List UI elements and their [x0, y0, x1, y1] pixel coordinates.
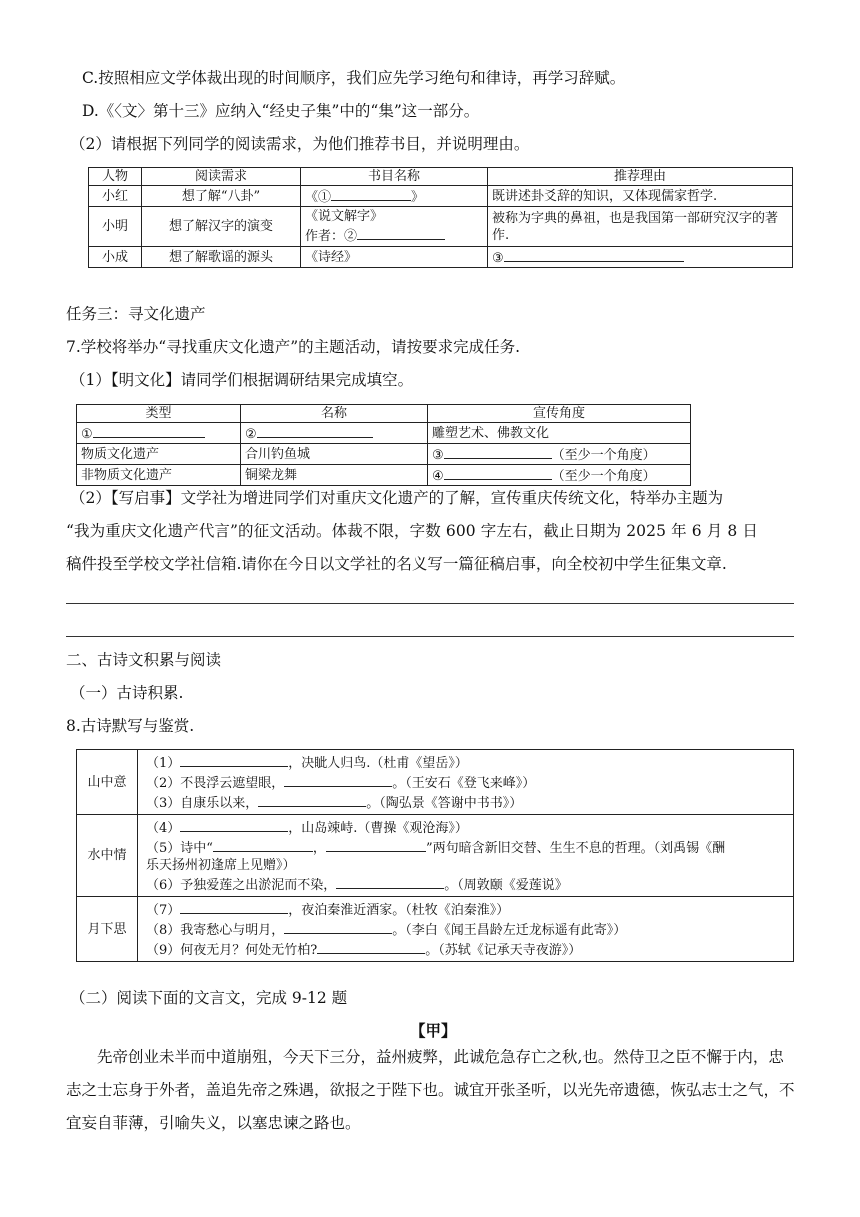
header-book: 书目名称 — [301, 168, 488, 186]
poem-line: （6）予独爱莲之出淤泥而不染， 。（周敦颐《爱莲说》 — [146, 874, 785, 894]
passage-label-jia: 【甲】 — [410, 1021, 457, 1040]
name-cell: 合川钓鱼城 — [241, 444, 428, 465]
angle-cell: 雕塑艺术、佛教文化 — [428, 423, 691, 444]
poem-table — [76, 749, 794, 962]
poem-group-row — [77, 750, 794, 815]
header-reason: 推荐理由 — [488, 168, 793, 186]
q6-part2: （2）请根据下列同学的阅读需求，为他们推荐书目，并说明理由。 — [70, 135, 530, 153]
table-row — [77, 444, 691, 465]
book-suffix: 》 — [411, 190, 425, 205]
header-name: 名称 — [241, 405, 428, 423]
type-cell: 非物质文化遗产 — [77, 465, 241, 486]
need-cell: 想了解“八卦” — [142, 186, 301, 207]
person-cell: 小成 — [89, 247, 142, 268]
poem-group-row — [77, 815, 794, 897]
table-header-row — [89, 168, 793, 186]
group-label: 山中意 — [77, 750, 138, 815]
poem-line: （3）自康乐以来， 。（陶弘景《答谢中书书》） — [146, 792, 785, 812]
option-d: D.《〈文〉第十三》应纳入“经史子集”中的“集”这一部分。 — [82, 102, 480, 120]
header-type: 类型 — [77, 405, 241, 423]
poem-line: （7） ，夜泊秦淮近酒家。（杜牧《泊秦淮》） — [146, 899, 785, 919]
table-row — [89, 186, 793, 207]
answer-blank[interactable] — [331, 186, 411, 201]
book-cell — [301, 207, 488, 247]
section2-title: 二、古诗文积累与阅读 — [66, 651, 222, 669]
answer-blank[interactable] — [444, 465, 552, 480]
section2-sub2: （二）阅读下面的文言文，完成 9-12 题 — [70, 989, 348, 1007]
person-cell: 小明 — [89, 207, 142, 247]
book-title: 《说文解字》 — [305, 209, 384, 224]
author-label: 作者：② — [305, 229, 358, 244]
angle-marker: ③ — [432, 448, 444, 463]
answer-blank[interactable] — [504, 247, 684, 262]
person-cell: 小红 — [89, 186, 142, 207]
table-row — [89, 207, 793, 247]
reason-marker: ③ — [492, 251, 504, 266]
option-c: C.按照相应文学体裁出现的时间顺序，我们应先学习绝句和律诗，再学习辞赋。 — [82, 69, 626, 87]
group-lines — [138, 815, 794, 897]
angle-marker: ④ — [432, 469, 444, 484]
answer-blank[interactable] — [336, 874, 444, 889]
table-row — [77, 465, 691, 486]
answer-blank[interactable] — [326, 837, 426, 852]
answer-blank[interactable] — [257, 423, 373, 438]
answer-line[interactable] — [66, 636, 794, 637]
answer-blank[interactable] — [93, 423, 205, 438]
answer-blank[interactable] — [180, 817, 288, 832]
name-cell — [241, 423, 428, 444]
answer-blank[interactable] — [284, 919, 392, 934]
book-cell: 《诗经》 — [301, 247, 488, 268]
q8-text: 8.古诗默写与鉴赏. — [66, 717, 195, 735]
q7-text: 7.学校将举办“寻找重庆文化遗产”的主题活动，请按要求完成任务. — [66, 338, 521, 356]
answer-blank[interactable] — [258, 792, 366, 807]
book-cell — [301, 186, 488, 207]
name-cell: 铜梁龙舞 — [241, 465, 428, 486]
poem-line: （9）何夜无月？何处无竹柏? 。（苏轼《记承天寺夜游》） — [146, 939, 785, 959]
angle-note: （至少一个角度） — [551, 469, 656, 484]
angle-note: （至少一个角度） — [551, 448, 656, 463]
reason-cell — [488, 247, 793, 268]
group-label: 月下思 — [77, 897, 138, 962]
section2-sub1: （一）古诗积累. — [70, 684, 184, 702]
answer-line[interactable] — [66, 603, 794, 604]
reason-cell: 既讲述卦爻辞的知识，又体现儒家哲学. — [488, 186, 793, 207]
answer-blank[interactable] — [213, 837, 313, 852]
header-need: 阅读需求 — [142, 168, 301, 186]
header-person: 人物 — [89, 168, 142, 186]
poem-line: （2）不畏浮云遮望眼， 。（王安石《登飞来峰》） — [146, 772, 785, 792]
answer-blank[interactable] — [180, 899, 288, 914]
poem-line: （1） ，决眦人归鸟.（杜甫《望岳》） — [146, 752, 785, 772]
type-cell — [77, 423, 241, 444]
name-marker: ② — [245, 427, 257, 442]
poem-line: 乐天扬州初逢席上见赠》） — [146, 858, 296, 873]
group-lines — [138, 750, 794, 815]
passage-text: 先帝创业未半而中道崩殂，今天下三分，益州疲弊，此诚危急存亡之秋,也。然侍卫之臣不懈于内，忠志之士忘身于外者，盖追先帝之殊遇，欲报之于陛下也。诚宜开张圣听，以光先帝遗德，恢弘志士之气，不宜妄自菲薄，引喻失义，以塞忠谏之路也。 — [66, 1048, 795, 1132]
answer-blank[interactable] — [357, 225, 445, 240]
group-lines — [138, 897, 794, 962]
answer-blank[interactable] — [444, 444, 552, 459]
need-cell: 想了解歌谣的源头 — [142, 247, 301, 268]
header-angle: 宣传角度 — [428, 405, 691, 423]
type-cell: 物质文化遗产 — [77, 444, 241, 465]
book-prefix: 《① — [305, 190, 332, 205]
book-recommend-table — [88, 167, 793, 268]
table-header-row — [77, 405, 691, 423]
poem-group-row — [77, 897, 794, 962]
type-marker: ① — [81, 427, 93, 442]
q7-part2-line3: 稿件投至学校文学社信箱.请你在今日以文学社的名义写一篇征稿启事，向全校初中学生征集文章. — [66, 555, 727, 573]
poem-line: （4） ，山岛竦峙.（曹操《观沧海》） — [146, 817, 785, 837]
need-cell: 想了解汉字的演变 — [142, 207, 301, 247]
q7-part2-line2: “我为重庆文化遗产代言”的征文活动。体裁不限，字数 600 字左右，截止日期为 2025 年 6 月 8 日 — [66, 522, 758, 540]
task3-title: 任务三：寻文化遗产 — [66, 305, 206, 323]
q7-part1: （1）【明文化】请同学们根据调研结果完成填空。 — [70, 371, 414, 389]
reason-cell: 被称为字典的鼻祖，也是我国第一部研究汉字的著作. — [488, 207, 793, 247]
poem-line: （5）诗中“ ， ”两句暗含新旧交替、生生不息的哲理。（刘禹锡《酬 — [146, 837, 785, 857]
answer-blank[interactable] — [180, 752, 288, 767]
heritage-table — [76, 404, 691, 486]
answer-blank[interactable] — [317, 939, 425, 954]
table-row — [89, 247, 793, 268]
poem-line: （8）我寄愁心与明月， 。（李白《闻王昌龄左迁龙标遥有此寄》） — [146, 919, 785, 939]
group-label: 水中情 — [77, 815, 138, 897]
answer-blank[interactable] — [284, 772, 392, 787]
angle-cell — [428, 465, 691, 486]
table-row — [77, 423, 691, 444]
q7-part2-line1: （2）【写启事】文学社为增进同学们对重庆文化遗产的了解，宣传重庆传统文化，特举办主题为 — [70, 489, 724, 507]
angle-cell — [428, 444, 691, 465]
